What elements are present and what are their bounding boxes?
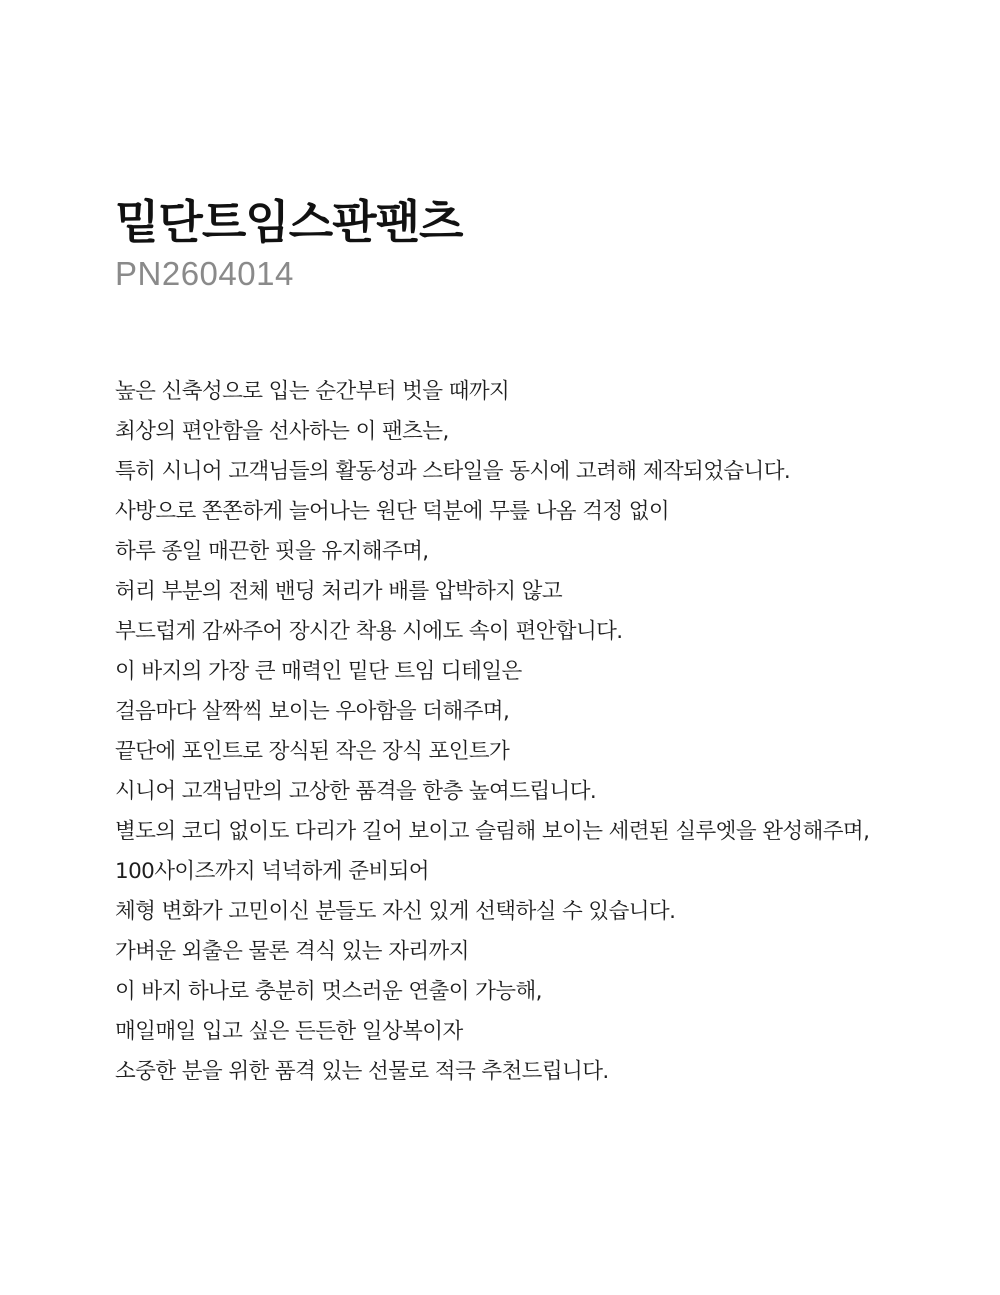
description-line: 시니어 고객님만의 고상한 품격을 한층 높여드립니다.	[115, 779, 597, 804]
description-line: 최상의 편안함을 선사하는 이 팬츠는,	[115, 419, 449, 444]
description-line: 가벼운 외출은 물론 격식 있는 자리까지	[115, 939, 469, 964]
description-line: 이 바지의 가장 큰 매력인 밑단 트임 디테일은	[115, 659, 522, 684]
description-line: 매일매일 입고 싶은 든든한 일상복이자	[115, 1019, 463, 1044]
description-line: 사방으로 쫀쫀하게 늘어나는 원단 덕분에 무릎 나옴 걱정 없이	[115, 499, 670, 524]
product-code: PN2604014	[115, 255, 294, 292]
description-line: 끝단에 포인트로 장식된 작은 장식 포인트가	[115, 739, 510, 764]
description-line: 허리 부분의 전체 밴딩 처리가 배를 압박하지 않고	[115, 579, 563, 604]
description-line: 별도의 코디 없이도 다리가 길어 보이고 슬림해 보이는 세련된 실루엣을 완성해주며,	[115, 819, 870, 844]
product-description	[115, 372, 975, 1092]
description-line: 하루 종일 매끈한 핏을 유지해주며,	[115, 539, 429, 564]
description-line: 높은 신축성으로 입는 순간부터 벗을 때까지	[115, 379, 510, 404]
description-line: 부드럽게 감싸주어 장시간 착용 시에도 속이 편안합니다.	[115, 619, 623, 644]
description-line: 특히 시니어 고객님들의 활동성과 스타일을 동시에 고려해 제작되었습니다.	[115, 459, 791, 484]
description-line: 소중한 분을 위한 품격 있는 선물로 적극 추천드립니다.	[115, 1059, 609, 1084]
product-title: 밑단트임스판팬츠	[115, 195, 463, 249]
description-line: 걸음마다 살짝씩 보이는 우아함을 더해주며,	[115, 699, 510, 724]
product-header	[115, 192, 463, 294]
description-line: 100사이즈까지 넉넉하게 준비되어	[115, 859, 429, 884]
description-line: 이 바지 하나로 충분히 멋스러운 연출이 가능해,	[115, 979, 542, 1004]
description-line: 체형 변화가 고민이신 분들도 자신 있게 선택하실 수 있습니다.	[115, 899, 676, 924]
